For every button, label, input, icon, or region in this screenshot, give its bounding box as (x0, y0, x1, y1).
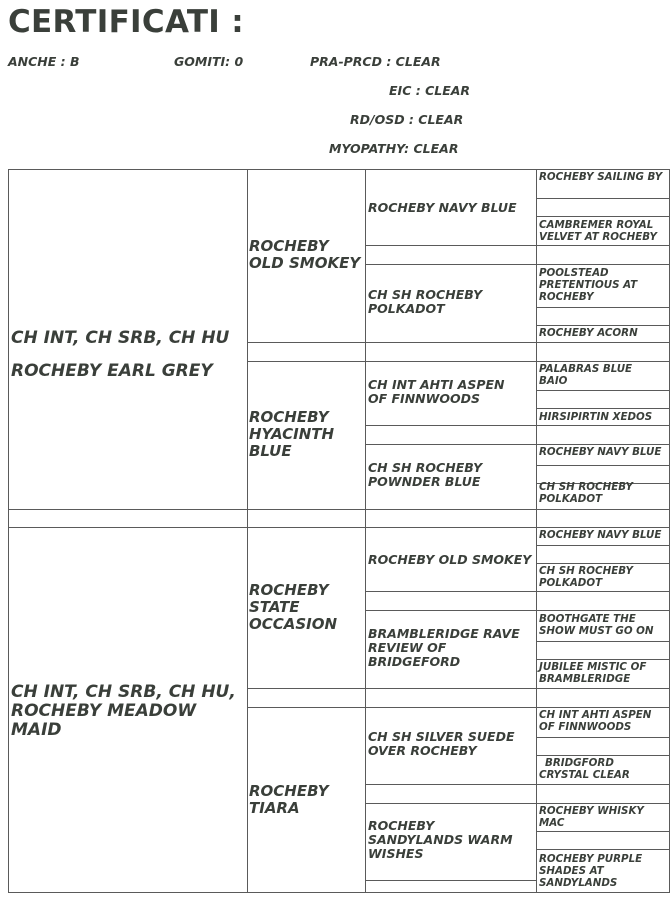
cert-eic: EIC : CLEAR (389, 83, 471, 98)
gen4-13: CH INT AHTI ASPEN OF FINNWOODS (539, 709, 652, 733)
gen4-11: BOOTHGATE THE SHOW MUST GO ON (539, 613, 654, 637)
gen4-5: PALABRAS BLUE BAIO (539, 363, 633, 387)
dam-name: CH INT, CH SRB, CH HU, ROCHEBY MEADOW MAID (11, 682, 236, 741)
cert-pra-prcd: PRA-PRCD : CLEAR (310, 54, 441, 69)
cert-gomiti: GOMITI: 0 (174, 54, 244, 69)
cert-rd-osd: RD/OSD : CLEAR (350, 112, 464, 127)
gen4-3: POOLSTEAD PRETENTIOUS AT ROCHEBY (539, 267, 638, 303)
gen2-dam-sire: ROCHEBY STATE OCCASION (249, 581, 338, 633)
gen3-6: BRAMBLERIDGE RAVE REVIEW OF BRIDGEFORD (368, 626, 520, 669)
sire-titles: CH INT, CH SRB, CH HU (11, 328, 230, 348)
gen3-8: ROCHEBY SANDYLANDS WARM WISHES (368, 818, 513, 861)
gen3-5: ROCHEBY OLD SMOKEY (368, 552, 532, 567)
gen4-2: CAMBREMER ROYAL VELVET AT ROCHEBY (539, 219, 657, 243)
gen4-1: ROCHEBY SAILING BY (539, 171, 663, 183)
gen4-9: ROCHEBY NAVY BLUE (539, 529, 662, 541)
cert-anche: ANCHE : B (8, 54, 80, 69)
gen2-sire-sire: ROCHEBY OLD SMOKEY (249, 237, 361, 272)
sire-name: ROCHEBY EARL GREY (11, 361, 213, 381)
gen3-2: CH SH ROCHEBY POLKADOT (368, 287, 483, 316)
gen3-4: CH SH ROCHEBY POWNDER BLUE (368, 460, 483, 489)
gen4-7: ROCHEBY NAVY BLUE (539, 446, 662, 458)
gen4-14: BRIDGFORD CRYSTAL CLEAR (539, 757, 630, 781)
gen3-3: CH INT AHTI ASPEN OF FINNWOODS (368, 377, 505, 406)
gen3-7: CH SH SILVER SUEDE OVER ROCHEBY (368, 729, 515, 758)
gen4-4: ROCHEBY ACORN (539, 327, 638, 339)
gen4-16: ROCHEBY PURPLE SHADES AT SANDYLANDS (539, 853, 643, 889)
gen4-8: CH SH ROCHEBY POLKADOT (539, 481, 634, 505)
gen3-1: ROCHEBY NAVY BLUE (368, 200, 517, 215)
gen2-sire-dam: ROCHEBY HYACINTH BLUE (249, 408, 335, 460)
gen4-10: CH SH ROCHEBY POLKADOT (539, 565, 634, 589)
cert-myopathy: MYOPATHY: CLEAR (329, 141, 459, 156)
gen4-15: ROCHEBY WHISKY MAC (539, 805, 644, 829)
gen4-12: JUBILEE MISTIC OF BRAMBLERIDGE (539, 661, 647, 685)
page-title: CERTIFICATI : (8, 4, 244, 40)
gen2-dam-dam: ROCHEBY TIARA (249, 782, 329, 817)
gen4-6: HIRSIPIRTIN XEDOS (539, 411, 653, 423)
